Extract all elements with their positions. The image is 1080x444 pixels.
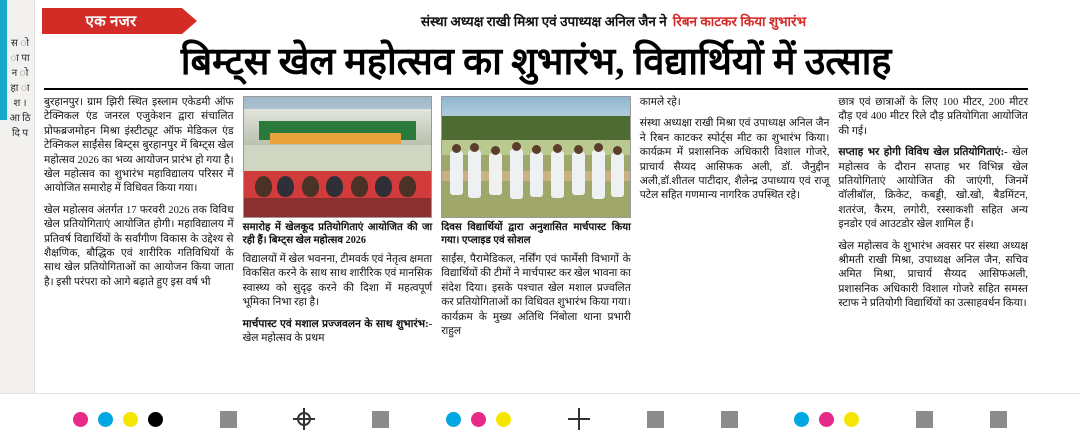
color-dot-cyan <box>794 412 809 427</box>
gray-patch <box>372 411 389 428</box>
color-dot-yellow <box>844 412 859 427</box>
gray-patch <box>916 411 933 428</box>
gray-patch <box>647 411 664 428</box>
paragraph: साईंस, पैरामेडिकल, नर्सिंग एवं फार्मेसी विभागों के विद्यार्थियों की टीमों ने मार्चपास्ट कर खेल भावना का संदेश दिया। इसके पश्चात खेल मशाल प्रज्वलित कर प्रतियोगिताओं का विधिवत शुभारंभ किया गया। कार्यक्रम के मुख्य अतिथि निंबोला थाना प्रभारी राहुल <box>441 254 631 338</box>
subheading-inline: मार्चपास्ट एवं मशाल प्रज्जवलन के साथ शुभारंभ:- <box>242 318 433 330</box>
side-column-text: स ो ा पा न ो हा ा श । आ ठि दि प <box>9 38 31 139</box>
article-column-3 <box>441 96 631 386</box>
registration-cross-icon <box>568 408 590 430</box>
color-dot-yellow <box>496 412 511 427</box>
article-column-5 <box>838 96 1028 386</box>
page-title: बिम्ट्स खेल महोत्सव का शुभारंभ, विद्यार्थियों में उत्साह <box>180 41 892 83</box>
paragraph: खेल महोत्सव के शुभारंभ अवसर पर संस्था अध्यक्ष श्रीमती राखी मिश्रा, उपाध्यक्ष अनिल जैन, सचिव अमित मिश्रा, प्राचार्य सैय्यद आसिफअली, प्रशासनिक अधिकारी विशाल गोजरे सहित समस्त स्टाफ ने प्रतियोगी विद्यार्थियों का उत्साहवर्धन किया। <box>838 240 1028 310</box>
article-columns <box>36 96 1036 386</box>
article-column-1 <box>44 96 234 386</box>
gray-patch <box>220 411 237 428</box>
ribbon-arrow-icon <box>182 8 197 34</box>
article-column-4 <box>640 96 830 386</box>
article-column-2 <box>243 96 433 386</box>
print-marks-row <box>0 400 1080 438</box>
photo-inauguration-dais <box>243 96 433 218</box>
registration-target-icon <box>293 408 315 430</box>
paragraph-text: खेल महोत्सव के प्रथम <box>242 333 325 345</box>
photo-students-marchpast <box>441 96 631 218</box>
photo-caption: दिवस विद्यार्थियों द्वारा अनुशासित मार्चपास्ट किया गया। एप्लाइड एवं सोशल <box>441 222 631 246</box>
color-dot-yellow <box>123 412 138 427</box>
paragraph-bold-lead <box>243 318 433 347</box>
paragraph-text: खेल महोत्सव के दौरान सप्ताह भर विभिन्न खेल प्रतियोगिताएं आयोजित की जाएंगी, जिनमें वॉलीबॉल, क्रिकेट, कबड्डी, खो.खो, बैडमिंटन, शतरंज, कैरम, लगोरी, रस्साकशी सहित अन्य इनडोर एवं आउटडोर खेल शामिल हैं। <box>838 147 1028 231</box>
print-color-bar-strip <box>0 393 1080 444</box>
ribbon-subtitle-highlight: रिबन काटकर किया शुभारंभ <box>672 14 807 29</box>
gray-patch <box>990 411 1007 428</box>
paragraph: कामले रहे। <box>639 97 681 108</box>
top-ribbon <box>42 8 1030 34</box>
color-dot-magenta <box>819 412 834 427</box>
paragraph: खेल महोत्सव अंतर्गत 17 फरवरी 2026 तक विविध खेल प्रतियोगिताएं आयोजित होगी। महाविद्यालय में प्रतिवर्ष विद्यार्थियों के सर्वांगीण विकास के उद्देश्य से शैक्षणिक, बौद्धिक एवं शारीरिक गतिविधियों के साथ खेल प्रतियोगिताओं का आयोजन किया जाता है। इसी परंपरा को आगे बढ़ाते हुए इस वर्ष भी <box>44 204 234 288</box>
photo-caption: समारोह में खेलकूद प्रतियोगिताएं आयोजित की जा रही हैं। बिम्ट्स खेल महोत्सव 2026 <box>242 222 433 246</box>
paragraph: विद्यालयों में खेल भवनना, टीमवर्क एवं नेतृत्व क्षमता विकसित करने के साथ साथ शारीरिक एवं मानसिक स्वास्थ्य को सुदृढ़ करने की दिशा में महत्वपूर्ण भूमिका निभा रहा है। <box>242 254 433 309</box>
gray-patch <box>721 411 738 428</box>
color-dot-black <box>148 412 163 427</box>
paragraph: बुरहानपुर। ग्राम झिरी स्थित इस्लाम एकेडमी ऑफ टेक्निकल एंड जनरल एजुकेशन द्वारा संचालित प्रोफब्रजमोहन मिश्रा इंस्टीट्यूट ऑफ मेडिकल एंड टेक्निकल साईंसेस बिम्ट्स बुरहानपुर में बिम्ट्स खेल महोत्सव 2026 का भव्य आयोजन प्रारंभ हो गया है। खेल महोत्सव का शुभारंभ महाविद्यालय परिसर में आयोजित समारोह में विधिवत किया गया। <box>44 97 234 195</box>
color-dot-magenta <box>73 412 88 427</box>
headline-divider <box>44 88 1028 90</box>
paragraph-with-subhead <box>838 146 1028 232</box>
ribbon-tag-label: एक नजर <box>42 8 182 34</box>
paragraph: संस्था अध्यक्षा राखी मिश्रा एवं उपाध्यक्ष अनिल जैन ने रिबन काटकर स्पोर्ट्स मीट का शुभारंभ किया। कार्यक्रम में प्रशासनिक अधिकारी विशाल गोजरे, प्राचार्य सैय्यद आसिफक अली, डॉ. जैनुद्दीन अली,डॉ.शीतल पाटीदार, शैलेन्द्र उपाध्याय एवं राजू पटेल सहित गणमान्य नागरिक उपस्थित रहे। <box>639 118 830 202</box>
color-dot-magenta <box>471 412 486 427</box>
page-left-edge-strip <box>0 0 35 395</box>
ribbon-subtitle <box>197 8 1030 34</box>
subheading-inline: सप्ताह भर होगी विविध खेल प्रतियोगिताएं:- <box>838 147 1008 159</box>
article-body <box>36 4 1036 389</box>
cyan-edge-bar <box>0 0 7 120</box>
color-dot-cyan <box>446 412 461 427</box>
color-dot-cyan <box>98 412 113 427</box>
paragraph: छात्र एवं छात्राओं के लिए 100 मीटर, 200 मीटर दौड़ एवं 400 मीटर रिले दौड़ प्रतियोगिता आयोजित की गई। <box>838 97 1028 137</box>
ribbon-subtitle-text: संस्था अध्यक्ष राखी मिश्रा एवं उपाध्यक्ष अनिल जैन ने <box>420 14 667 29</box>
